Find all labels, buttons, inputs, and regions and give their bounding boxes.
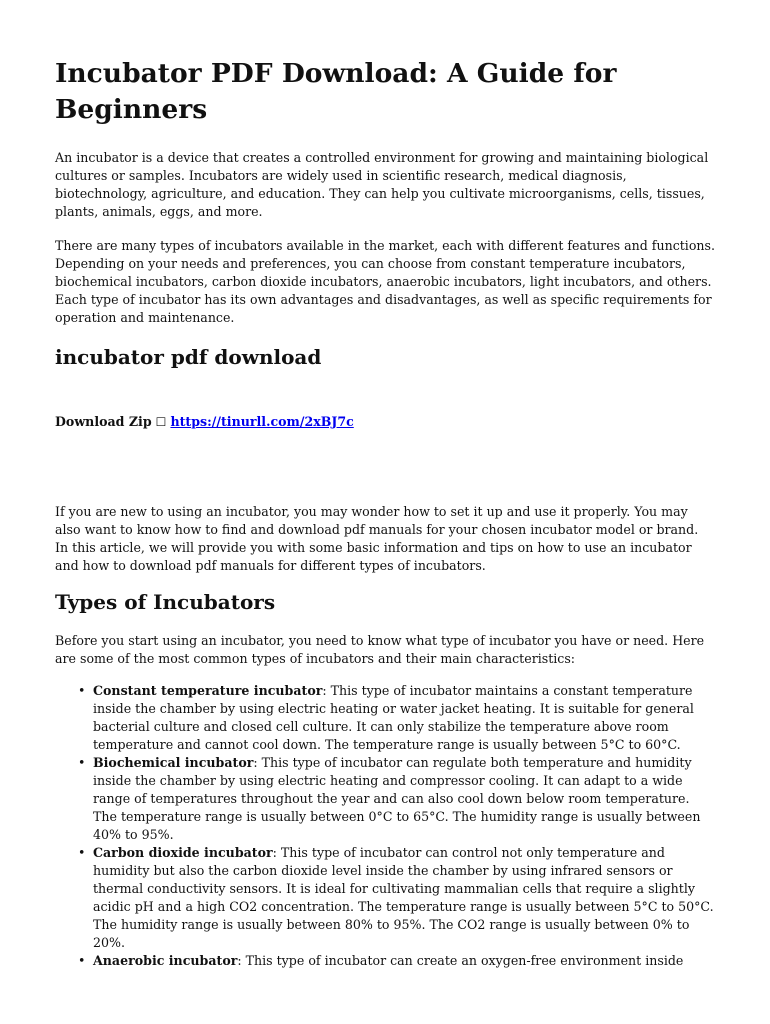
intro-paragraph-2: There are many types of incubators available in the market, each with different features and functions. Depending on your needs and preferences, you can choose from constant temperature incubators, biochemical incubators, carbon dioxide incubators, anaerobic incubators, light incubators, and others. Each type of incubator has its own advantages and disadvantages, as well as specific requirements for operation and maintenance. [55,238,715,325]
list-item [93,754,715,844]
item-text: : This type of incubator can regulate both temperature and humidity inside the chamber by using electric heating and compressor cooling. It can adapt to a wide range of temperatures throughout the year and can also cool down below room temperature. The temperature range is usually between 0°C to 65°C. The humidity range is usually between 40% to 95%. [93,755,701,842]
types-heading: Types of Incubators [55,590,276,614]
list-item [93,844,715,952]
article-paragraph: If you are new to using an incubator, you may wonder how to set it up and use it properly. You may also want to know how to find and download pdf manuals for your chosen incubator model or brand. In this article, we will provide you with some basic information and tips on how to use an incubator and how to download pdf manuals for different types of incubators. [55,504,699,573]
download-line [55,413,715,431]
list-item [93,682,715,754]
item-text: : This type of incubator maintains a constant temperature inside the chamber by using electric heating or water jacket heating. It is suitable for general bacterial culture and closed cell culture. It can only stabilize the temperature above room temperature and cannot cool down. The temperature range is usually between 5°C to 60°C. [93,683,694,752]
page-title: Incubator PDF Download: A Guide for Beginners [55,58,617,125]
box-icon: ☐ [155,415,167,429]
list-item [93,952,715,970]
intro-paragraph-1: An incubator is a device that creates a controlled environment for growing and maintaining biological cultures or samples. Incubators are widely used in scientific research, medical diagnosis, biotechnology, agriculture, and education. They can help you cultivate microorganisms, cells, tissues, plants, animals, eggs, and more. [55,150,709,219]
item-text: : This type of incubator can create an oxygen-free environment inside [237,953,684,968]
download-link-text: https://tinurll.com/2xBJ7c [170,414,354,429]
types-intro: Before you start using an incubator, you need to know what type of incubator you have or need. Here are some of the most common types of incubators and their main characteristics: [55,633,705,666]
item-text: : This type of incubator can control not only temperature and humidity but also the carbon dioxide level inside the chamber by using infrared sensors or thermal conductivity sensors. It is ideal for cultivating mammalian cells that require a slightly acidic pH and a high CO2 concentration. The temperature range is usually between 5°C to 50°C. The humidity range is usually between 80% to 95%. The CO2 range is usually between 0% to 20%. [93,845,714,950]
download-heading: incubator pdf download [55,345,322,369]
download-link[interactable] [170,414,353,429]
article [55,56,715,970]
item-name: Carbon dioxide incubator [93,845,273,860]
incubator-types-list [55,682,715,970]
item-name: Constant temperature incubator [93,683,323,698]
download-label: Download Zip [55,414,152,429]
item-name: Biochemical incubator [93,755,254,770]
item-name: Anaerobic incubator [93,953,238,968]
